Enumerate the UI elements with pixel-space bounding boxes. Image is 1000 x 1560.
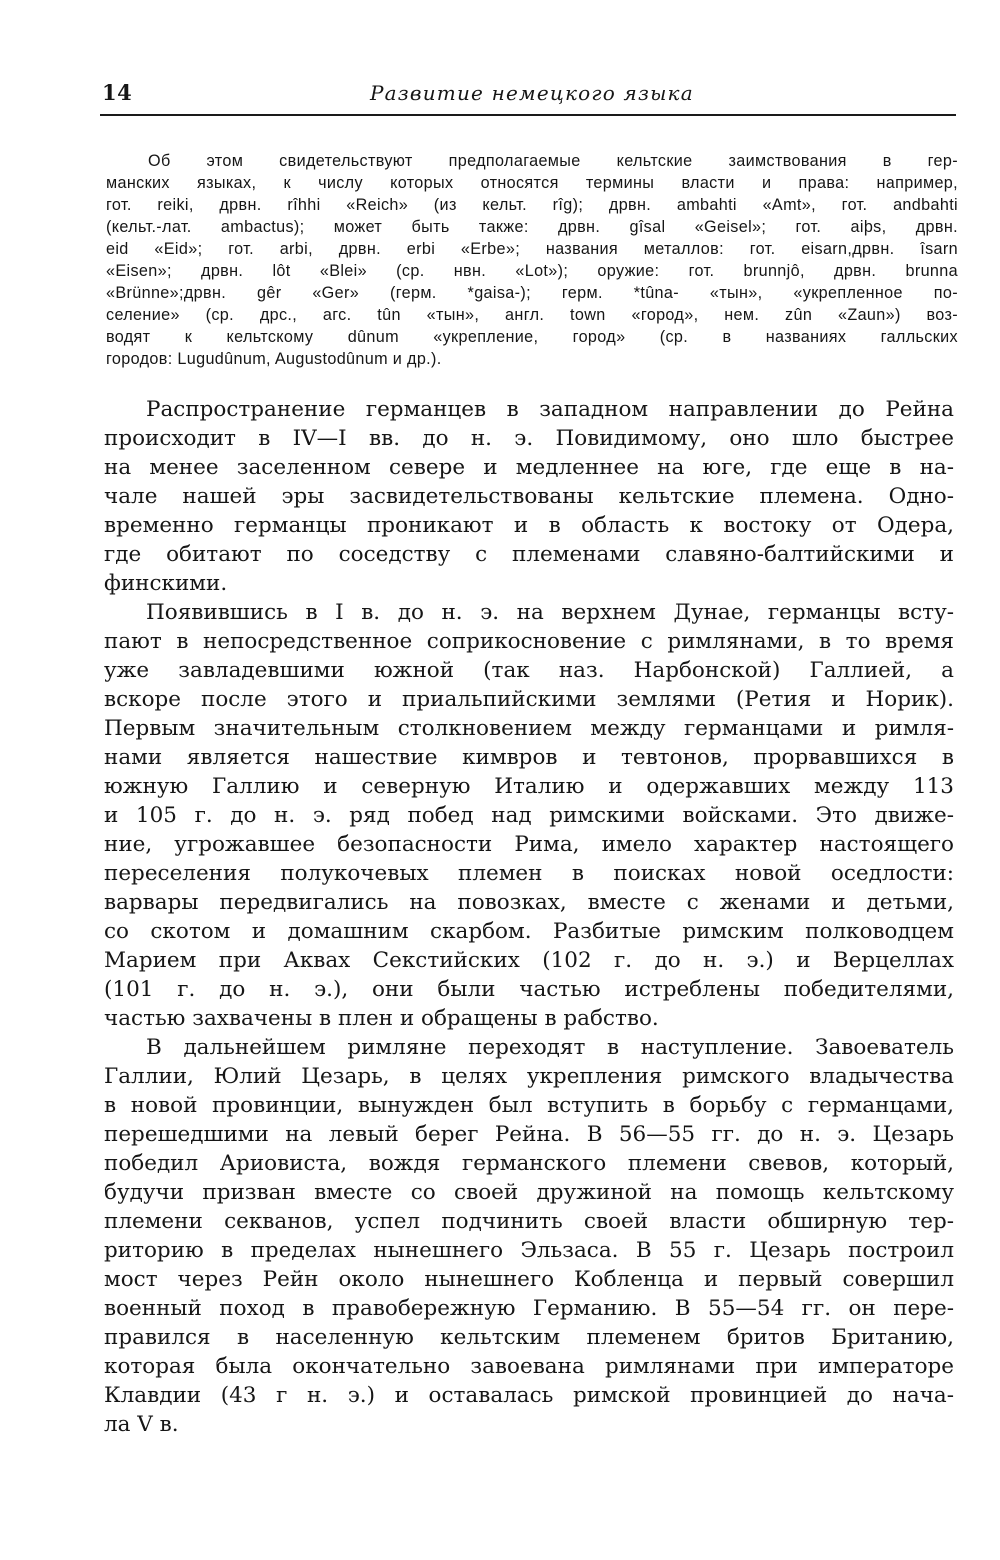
body-line: в новой провинции, вынужден был вступить в борьбу с германцами,: [104, 1093, 954, 1118]
body-line: военный поход в правобережную Германию. В 55—54 гг. он пере-: [104, 1296, 954, 1321]
header-rule: [100, 114, 956, 116]
body-line: которая была окончательно завоевана римлянами при императоре: [104, 1354, 954, 1379]
body-line: ние, угрожавшее безопасности Рима, имело характер настоящего: [104, 832, 954, 857]
body-line: Клавдии (43 г н. э.) и оставалась римской провинцией до нача-: [104, 1383, 954, 1408]
body-line: мост через Рейн около нынешнего Кобленца и первый совершил: [104, 1267, 954, 1292]
body-line: В дальнейшем римляне переходят в наступление. Завоеватель: [146, 1035, 954, 1060]
body-line: Первым значительным столкновением между германцами и римля-: [104, 716, 954, 741]
body-line: риторию в пределах нынешнего Эльзаса. В 55 г. Цезарь построил: [104, 1238, 954, 1263]
body-line: нами является нашествие кимвров и тевтонов, прорвавшихся в: [104, 745, 954, 770]
body-line: ла V в.: [104, 1412, 179, 1437]
body-line: частью захвачены в плен и обращены в рабство.: [104, 1006, 659, 1031]
footnote-line: eid «Eid»; гот. arbi, дрвн. erbi «Erbe»; названия металлов: гот. eisarn,дрвн. îsarn: [106, 240, 958, 258]
body-line: происходит в IV—I вв. до н. э. Повидимому, оно шло быстрее: [104, 426, 954, 451]
body-line: Марием при Аквах Секстийских (102 г. до н. э.) и Верцеллах: [104, 948, 954, 973]
footnote-line: городов: Lugudûnum, Augustodûnum и др.).: [106, 350, 442, 368]
body-line: и 105 г. до н. э. ряд побед над римскими войсками. Это движе-: [104, 803, 954, 828]
footnote-line: водят к кельтскому dûnum «укрепление, город» (ср. в названиях галльских: [106, 328, 958, 346]
body-line: Распространение германцев в западном направлении до Рейна: [146, 397, 954, 422]
body-line: переселения полукочевых племен в поисках новой оседлости:: [104, 861, 954, 886]
body-line: перешедшими на левый берег Рейна. В 56—55 гг. до н. э. Цезарь: [104, 1122, 954, 1147]
footnote-line: манских языках, к числу которых относятся термины власти и права: например,: [106, 174, 958, 192]
body-line: на менее заселенном севере и медленнее на юге, где еще в на-: [104, 455, 954, 480]
body-line: варвары передвигались на повозках, вместе с женами и детьми,: [104, 890, 954, 915]
footnote-line: «Brünne»;дрвн. gêr «Ger» (герм. *gaisa-); герм. *tûna- «тын», «укрепленное по-: [106, 284, 958, 302]
body-line: уже завладевшими южной (так наз. Нарбонской) Галлией, а: [104, 658, 954, 683]
body-line: южную Галлию и северную Италию и одержавших между 113: [104, 774, 954, 799]
footnote-line: (кельт.-лат. ambactus); может быть также: дрвн. gîsal «Geisel»; гот. aiþs, дрвн.: [106, 218, 958, 236]
footnote-line: Об этом свидетельствуют предполагаемые кельтские заимствования в гер-: [148, 152, 958, 170]
body-line: со скотом и домашним скарбом. Разбитые римским полководцем: [104, 919, 954, 944]
page-header: [100, 78, 956, 112]
body-line: пают в непосредственное соприкосновение с римлянами, в то время: [104, 629, 954, 654]
body-line: Появившись в I в. до н. э. на верхнем Дунае, германцы всту-: [146, 600, 954, 625]
body-line: временно германцы проникают и в область к востоку от Одера,: [104, 513, 954, 538]
body-line: Галлии, Юлий Цезарь, в целях укрепления римского владычества: [104, 1064, 954, 1089]
body-line: финскими.: [104, 571, 228, 596]
body-line: вскоре после этого и приальпийскими землями (Ретия и Норик).: [104, 687, 954, 712]
body-line: будучи призван вместе со своей дружиной на помощь кельтскому: [104, 1180, 954, 1205]
running-title: Развитие немецкого языка: [370, 81, 694, 105]
page-number: 14: [102, 80, 133, 105]
footnote-line: «Eisen»; дрвн. lôt «Blei» (ср. нвн. «Lot»); оружие: гот. brunnjô, дрвн. brunna: [106, 262, 958, 280]
footnote-line: селение» (ср. дрс., агс. tûn «тын», англ. town «город», нем. zûn «Zaun») воз-: [106, 306, 958, 324]
body-line: племени секванов, успел подчинить своей власти обширную тер-: [104, 1209, 954, 1234]
body-line: правился в населенную кельтским племенем бритов Британию,: [104, 1325, 954, 1350]
footnote-line: гот. reiki, дрвн. rîhhi «Reich» (из кельт. rîg); дрвн. ambahti «Amt», гот. andbahti: [106, 196, 958, 214]
body-line: чале нашей эры засвидетельствованы кельтские племена. Одно-: [104, 484, 954, 509]
body-line: где обитают по соседству с племенами славяно-балтийскими и: [104, 542, 954, 567]
body-line: (101 г. до н. э.), они были частью истреблены победителями,: [104, 977, 954, 1002]
body-line: победил Ариовиста, вождя германского племени свевов, который,: [104, 1151, 954, 1176]
